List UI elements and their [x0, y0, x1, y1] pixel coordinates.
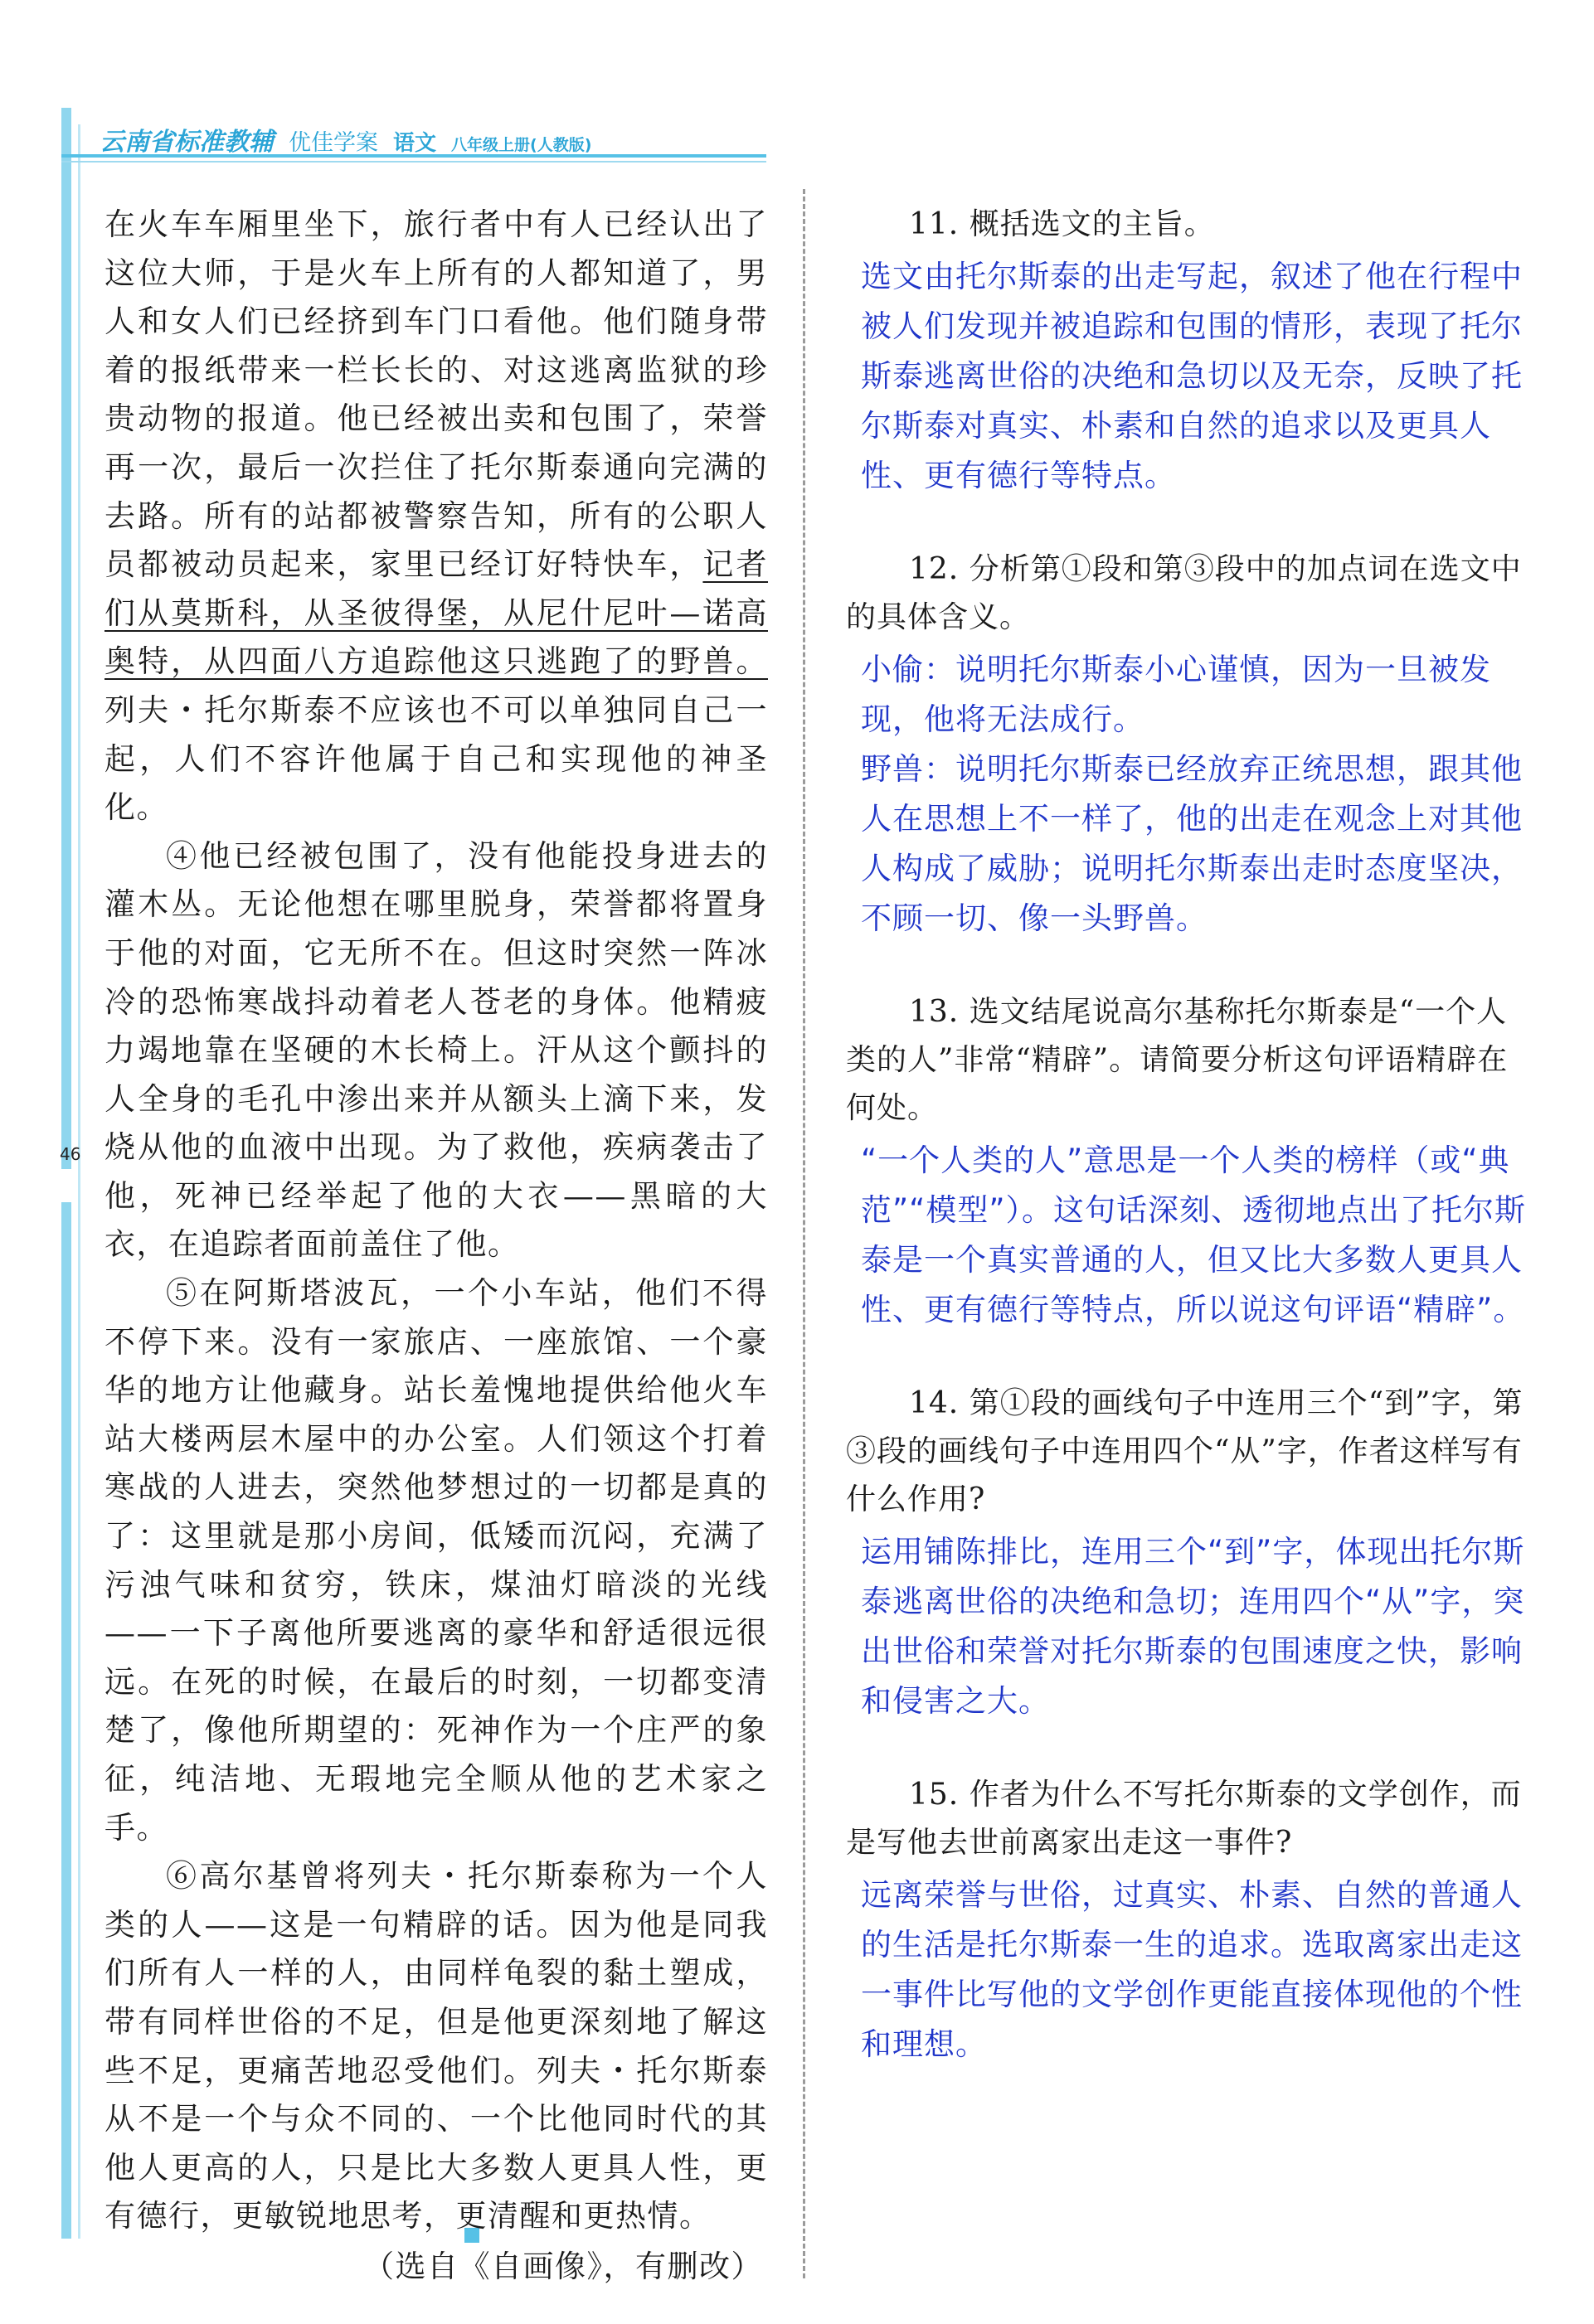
question-text: 13. 选文结尾说高尔基称托尔斯泰是“一个人类的人”非常“精辟”。请简要分析这句评语精辟在何处。 — [846, 995, 1509, 1125]
question-13 — [846, 988, 1526, 1335]
underlined-sentence: 记者们从莫斯科，从圣彼得堡，从尼什尼叶—诺高奥特，从四面八方追踪他这只逃跑了的野兽。 — [104, 546, 769, 680]
question-list — [846, 201, 1526, 2114]
question-12 — [846, 546, 1526, 944]
question-text: 11. 概括选文的主旨。 — [909, 207, 1215, 241]
question-11 — [846, 201, 1526, 501]
header-grade: 八年级上册(人教版) — [451, 136, 592, 154]
question-text: 14. 第①段的画线句子中连用三个“到”字，第③段的画线句子中连用四个“从”字，作者这样写有什么作用? — [846, 1386, 1524, 1516]
passage-source: （选自《自画像》，有删改） — [363, 2248, 763, 2284]
margin-bar-bottom — [61, 1202, 71, 2239]
question-text: 15. 作者为什么不写托尔斯泰的文学创作，而是写他去世前离家出走这一事件? — [846, 1778, 1522, 1860]
answer-text: 远离荣誉与世俗，过真实、朴素、自然的普通人的生活是托尔斯泰一生的追求。选取离家出走这一事件比写他的文学创作更能直接体现他的个性和理想。 — [861, 1877, 1523, 2062]
answer-text: “一个人类的人”意思是一个人类的榜样（或“典范”“模型”）。这句话深刻、透彻地点出了托尔斯泰是一个真实普通的人，但又比大多数人更具人性、更有德行等特点，所以说这句评语“精辟”。 — [861, 1143, 1527, 1327]
question-15 — [846, 1771, 1526, 2069]
header-series: 优佳学案 — [289, 130, 378, 156]
answer-text: 小偷：说明托尔斯泰小心谨慎，因为一旦被发现，他将无法成行。 野兽：说明托尔斯泰已经放弃正统思想，跟其他人在思想上不一样了，他的出走在观念上对其他人构成了威胁；说明托尔斯泰出走时态度坚决，不顾一切、像一头野兽。 — [861, 652, 1523, 936]
header-rule-thin — [61, 161, 766, 163]
margin-bar-top — [61, 108, 71, 1169]
answer-text: 运用铺陈排比，连用三个“到”字，体现出托尔斯泰逃离世俗的决绝和急切；连用四个“从”字，突出世俗和荣誉对托尔斯泰的包围速度之快，影响和侵害之大。 — [861, 1534, 1525, 1719]
passage-paragraph-5: ⑤在阿斯塔波瓦，一个小车站，他们不得不停下来。没有一家旅店、一座旅馆、一个豪华的地方让他藏身。站长羞愧地提供给他火车站大楼两层木屋中的办公室。人们领这个打着寒战的人进去，突然他梦想过的一切都是真的了：这里就是那小房间，低矮而沉闷，充满了污浊气味和贫穷，铁床，煤油灯暗淡的光线——一下子离他所要逃离的豪华和舒适很远很远。在死的时候，在最后的时刻，一切都变清楚了，像他所期望的：死神作为一个庄严的象征，纯洁地、无瑕地完全顺从他的艺术家之手。 — [104, 1275, 768, 1846]
answer-text: 选文由托尔斯泰的出走写起，叙述了他在行程中被人们发现并被追踪和包围的情形，表现了托尔斯泰逃离世俗的决绝和急切以及无奈，反映了托尔斯泰对真实、朴素和自然的追求以及更具人性、更有德行等特点。 — [861, 259, 1523, 493]
passage-paragraph-3: 在火车车厢里坐下，旅行者中有人已经认出了这位大师，于是火车上所有的人都知道了，男人和女人们已经挤到车门口看他。他们随身带着的报纸带来一栏长长的、对这逃离监狱的珍贵动物的报道。他已经被出卖和包围了，荣誉再一次，最后一次拦住了托尔斯泰通向完满的去路。所有的站都被警察告知，所有的公职人员都被动员起来，家里已经订好特快车，记者们从莫斯科，从圣彼得堡，从尼什尼叶—诺高奥特，从四面八方追踪他这只逃跑了的野兽。列夫・托尔斯泰不应该也不可以单独同自己一起，人们不容许他属于自己和实现他的神圣化。 — [104, 206, 769, 826]
passage-paragraph-4: ④他已经被包围了，没有他能投身进去的灌木丛。无论他想在哪里脱身，荣誉都将置身于他的对面，它无所不在。但这时突然一阵冰冷的恐怖寒战抖动着老人苍老的身体。他精疲力竭地靠在坚硬的木长椅上。汗从这个颤抖的人全身的毛孔中渗出来并从额头上滴下来，发烧从他的血液中出现。为了救他，疾病袭击了他，死神已经举起了他的大衣——黑暗的大衣，在追踪者面前盖住了他。 — [104, 837, 768, 1263]
page-header — [100, 121, 592, 157]
page-number: 46 — [60, 1144, 81, 1164]
question-14 — [846, 1380, 1526, 1726]
reading-passage — [104, 201, 768, 2292]
header-brand: 云南省标准教辅 — [100, 128, 274, 157]
margin-line — [78, 124, 80, 2239]
passage-paragraph-6: ⑥高尔基曾将列夫・托尔斯泰称为一个人类的人——这是一句精辟的话。因为他是同我们所有人一样的人，由同样龟裂的黏土塑成，带有同样世俗的不足，但是他更深刻地了解这些不足，更痛苦地忍受他们。列夫・托尔斯泰从不是一个与众不同的、一个比他同时代的其他人更高的人，只是比大多数人更具人性，更有德行，更敏锐地思考，更清醒和更热情。 — [104, 1858, 768, 2234]
question-text: 12. 分析第①段和第③段中的加点词在选文中的具体含义。 — [846, 552, 1522, 634]
header-subject: 语文 — [393, 131, 437, 156]
column-divider — [803, 189, 805, 2278]
